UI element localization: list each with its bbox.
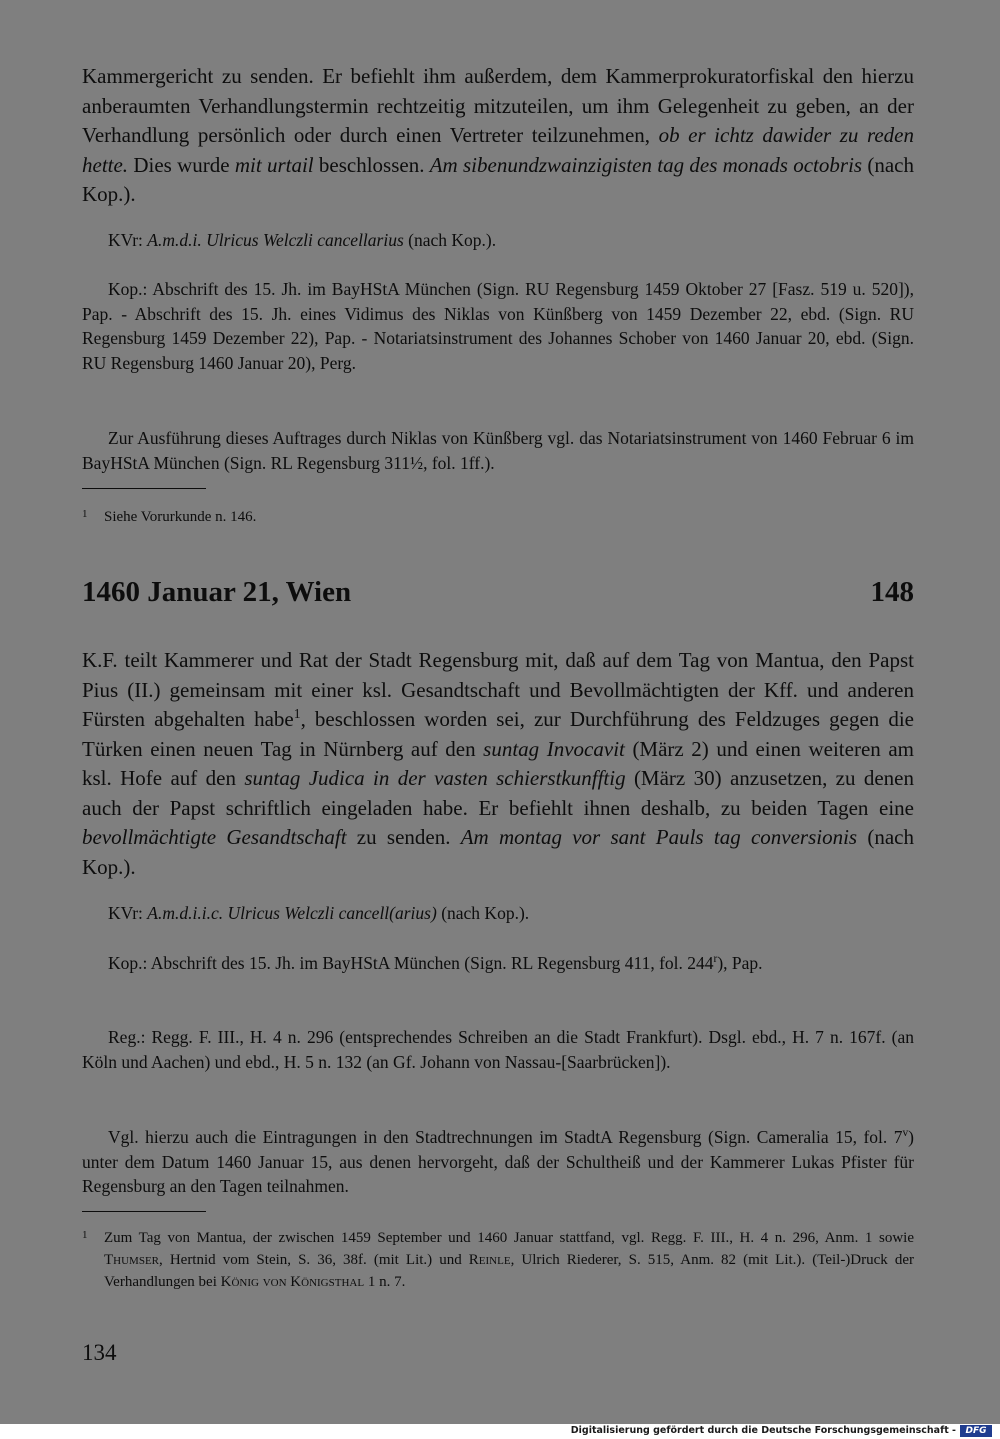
document-number: 148: [870, 576, 914, 608]
footnote-divider-1: [82, 488, 206, 489]
footnote-text-part: Zum Tag von Mantua, der zwischen 1459 September und 1460 Januar stattfand, vgl. Regg. F. III., H. 4 n. 296, Anm. 1 sowie: [104, 1230, 914, 1246]
regest-quote: bevollmächtigte Gesandtschaft: [82, 825, 347, 849]
footnote-text-part: 1 n. 7.: [364, 1274, 406, 1290]
footnote-divider-2: [82, 1211, 206, 1212]
copy-text: Kop.: Abschrift des 15. Jh. im BayHStA München (Sign. RL Regensburg 411, fol. 244: [108, 953, 714, 973]
kvr-label: KVr:: [108, 903, 148, 923]
regest-text: (nach Kop.).: [82, 825, 915, 879]
regest-text: (nach Kop.).: [82, 152, 914, 206]
regest-148: [82, 646, 914, 882]
regest-text: Dies wurde: [128, 152, 235, 177]
execution-note-1: Zur Ausführung dieses Auftrages durch Niklas von Künßberg vgl. das Notariatsinstrument von 1460 Februar 6 im BayHStA München (Sign. RL Regensburg 311½, fol. 1ff.).: [82, 428, 914, 473]
dfg-logo: DFG: [960, 1425, 992, 1437]
kvr-note-1: [82, 228, 914, 253]
kvr-source: (nach Kop.).: [436, 903, 530, 923]
kvr-signature: A.m.d.i. Ulricus Welczli cancellarius: [147, 230, 404, 250]
funding-credit: Digitalisierung gefördert durch die Deutsche Forschungsgemeinschaft -: [570, 1425, 956, 1436]
regest-text: beschlossen.: [313, 152, 430, 177]
footnote-mark: 1: [82, 1229, 88, 1241]
footnote-mark: 1: [82, 508, 88, 520]
comparison-note-2: [82, 1125, 914, 1199]
kvr-signature: A.m.d.i.i.c. Ulricus Welczli cancell(arius): [147, 903, 437, 923]
footnote-text: [82, 1227, 914, 1293]
comparison-text: Vgl. hierzu auch die Eintragungen in den Stadtrechnungen im StadtA Regensburg (Sign. Cameralia 15, fol. 7: [108, 1127, 903, 1147]
regest-quote: Am sibenundzwainzigisten tag des monads octobris: [429, 152, 863, 177]
footnote-reference: 1: [293, 706, 301, 721]
kvr-note-2: [82, 901, 914, 926]
kvr-label: KVr:: [108, 230, 148, 250]
regest-text: , beschlossen worden sei, zur Durchführung des Feldzuges gegen die Türken einen neuen Tag in Nürnberg auf den: [82, 707, 915, 761]
regesta-note-2: Reg.: Regg. F. III., H. 4 n. 296 (entsprechendes Schreiben an die Stadt Frankfurt). Dsgl. ebd., H. 7 n. 167f. (an Köln und Aachen) und ebd., H. 5 n. 132 (an Gf. Johann von Nassau-[Saarbrücken]).: [82, 1027, 914, 1072]
copy-note-1: Kop.: Abschrift des 15. Jh. im BayHStA München (Sign. RU Regensburg 1459 Oktober 27 [Fasz. 519 u. 520]), Pap. - Abschrift des 15. Jh. eines Vidimus des Niklas von Künßberg von 1459 Dezember 22, ebd. (Sign. RU Regensburg 1459 Dezember 22), Pap. - Notariatsinstrument des Johannes Schober von 1460 Januar 20, ebd. (Sign. RU Regensburg 1460 Januar 20), Perg.: [82, 279, 914, 373]
footnote-text: Siehe Vorurkunde n. 146.: [104, 509, 257, 525]
footnote-text-part: , Hertnid vom Stein, S. 36, 38f. (mit Lit.) und: [159, 1252, 469, 1268]
funding-footer: [0, 1424, 1000, 1439]
copy-note-2: [82, 951, 914, 976]
regest-text: K.F. teilt Kammerer und Rat der Stadt Regensburg mit, daß auf dem Tag von Mantua, den Papst Pius (II.) gemeinsam mit einer ksl. Gesandtschaft und Bevollmächtigten der Kff. und anderen Fürsten abgehalten habe: [82, 648, 914, 731]
regest-quote: suntag Invocavit: [483, 736, 625, 761]
footnote-1: [82, 506, 914, 528]
folio-side: r: [713, 953, 718, 966]
folio-side: v: [902, 1127, 909, 1140]
regest-quote: Am montag vor sant Pauls tag conversionis: [460, 825, 858, 849]
heading-date-place: 1460 Januar 21, Wien: [82, 576, 352, 608]
regest-quote: ob er ichtz dawider zu reden hette.: [82, 123, 915, 177]
footnote-text-part: , Ulrich Riederer, S. 515, Anm. 82 (mit Lit.). (Teil-)Druck der Verhandlungen bei: [104, 1252, 915, 1290]
document-heading: [82, 576, 914, 612]
author-name: Reinle: [468, 1252, 511, 1268]
author-name: Thumser: [104, 1252, 160, 1268]
regest-text: zu senden.: [346, 825, 461, 849]
regest-text: (März 30) anzusetzen, zu denen auch der Papst schriftlich eingeladen habe. Er befiehlt ihnen deshalb, zu beiden Tagen eine: [82, 766, 914, 820]
regest-quote: mit urtail: [234, 152, 314, 177]
regest-continuation: [82, 62, 914, 210]
comparison-text: ) unter dem Datum 1460 Januar 15, aus denen hervorgeht, daß der Schultheiß und der Kammerer Lukas Pfister für Regensburg an den Tagen teilnahmen.: [82, 1127, 914, 1196]
page-number: 134: [82, 1340, 117, 1365]
author-name: König von Königsthal: [220, 1274, 365, 1290]
kvr-source: (nach Kop.).: [403, 230, 497, 250]
regest-quote: suntag Judica in der vasten schierstkunfftig: [244, 766, 626, 790]
footnote-2: [82, 1227, 914, 1293]
regest-text: Kammergericht zu senden. Er befiehlt ihm außerdem, dem Kammerprokuratorfiskal den hierzu anberaumten Verhandlungstermin rechtzeitig mitzuteilen, um ihm Gelegenheit zu geben, an der Verhandlung persönlich oder durch einen Vertreter teilzunehmen,: [82, 64, 914, 147]
regest-text: (März 2) und einen weiteren am ksl. Hofe auf den: [82, 736, 914, 790]
copy-text: ), Pap.: [717, 953, 763, 973]
